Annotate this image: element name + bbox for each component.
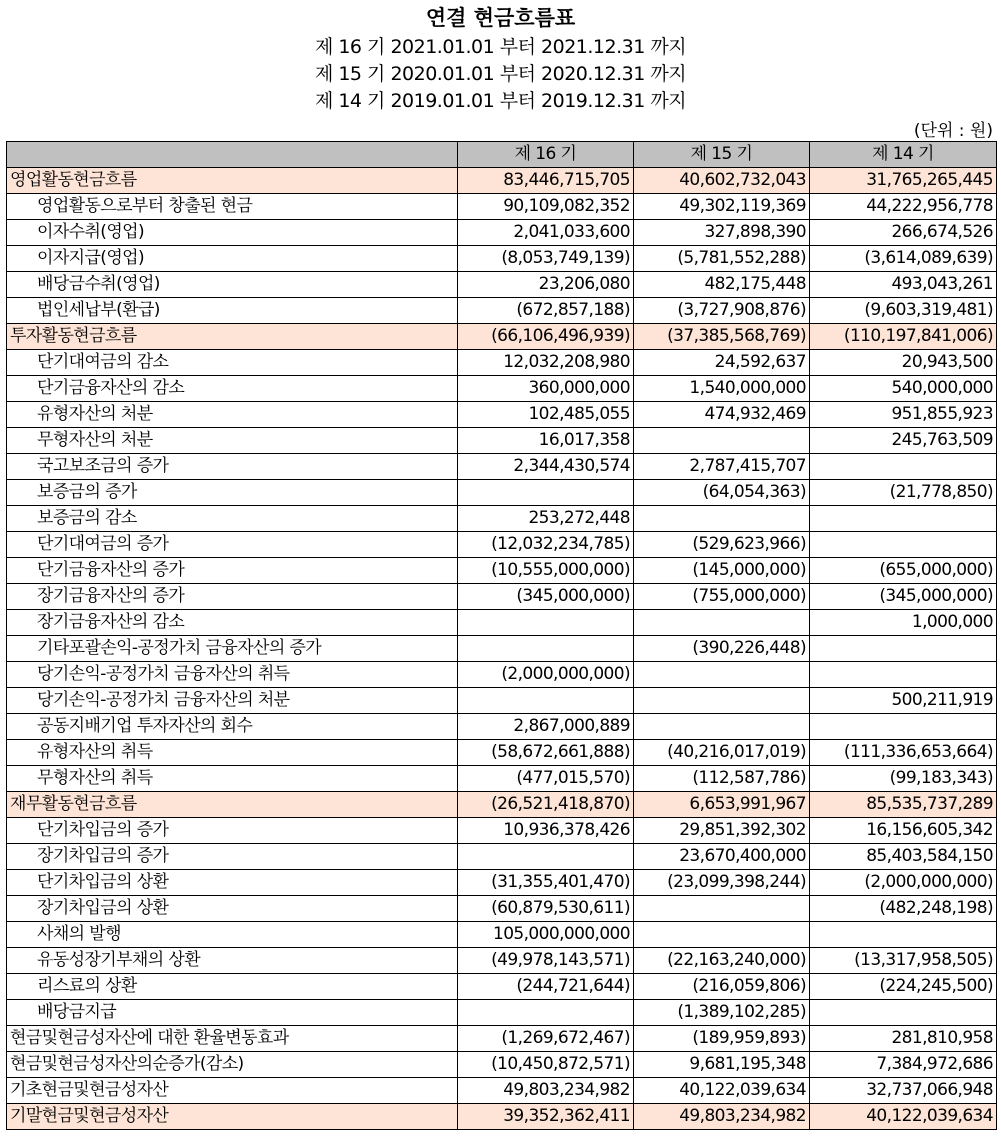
cash-flow-table bbox=[6, 141, 997, 1130]
row-label: 유형자산의 취득 bbox=[7, 740, 458, 766]
table-row bbox=[7, 818, 997, 844]
row-label: 이자지급(영업) bbox=[7, 246, 458, 272]
row-value-15: (37,385,568,769) bbox=[634, 324, 810, 350]
table-row-section bbox=[7, 324, 997, 350]
row-value-16 bbox=[458, 844, 634, 870]
table-row bbox=[7, 636, 997, 662]
row-label: 사채의 발행 bbox=[7, 922, 458, 948]
row-value-14: 1,000,000 bbox=[810, 610, 997, 636]
row-value-15: 49,302,119,369 bbox=[634, 194, 810, 220]
table-row bbox=[7, 194, 997, 220]
table-row bbox=[7, 922, 997, 948]
table-row bbox=[7, 246, 997, 272]
row-label: 이자수취(영업) bbox=[7, 220, 458, 246]
row-value-14 bbox=[810, 1000, 997, 1026]
row-label: 영업활동으로부터 창출된 현금 bbox=[7, 194, 458, 220]
row-value-14: 266,674,526 bbox=[810, 220, 997, 246]
row-label: 법인세납부(환급) bbox=[7, 298, 458, 324]
table-row bbox=[7, 272, 997, 298]
row-value-16: (66,106,496,939) bbox=[458, 324, 634, 350]
row-value-16: 16,017,358 bbox=[458, 428, 634, 454]
table-row bbox=[7, 948, 997, 974]
row-value-16: 39,352,362,411 bbox=[458, 1104, 634, 1130]
row-value-14: (111,336,653,664) bbox=[810, 740, 997, 766]
header-period-15: 제 15 기 bbox=[634, 142, 810, 168]
row-value-16: 102,485,055 bbox=[458, 402, 634, 428]
row-label: 공동지배기업 투자자산의 회수 bbox=[7, 714, 458, 740]
row-label: 단기대여금의 감소 bbox=[7, 350, 458, 376]
row-label: 유동성장기부채의 상환 bbox=[7, 948, 458, 974]
table-row-total bbox=[7, 1052, 997, 1078]
row-value-15 bbox=[634, 610, 810, 636]
row-value-15 bbox=[634, 428, 810, 454]
row-value-16: 2,867,000,889 bbox=[458, 714, 634, 740]
table-row bbox=[7, 558, 997, 584]
row-value-15: (529,623,966) bbox=[634, 532, 810, 558]
row-value-15 bbox=[634, 688, 810, 714]
table-row bbox=[7, 740, 997, 766]
row-value-14: (655,000,000) bbox=[810, 558, 997, 584]
document-title: 연결 현금흐름표 bbox=[425, 6, 576, 30]
row-label: 장기금융자산의 증가 bbox=[7, 584, 458, 610]
table-row bbox=[7, 766, 997, 792]
row-value-15: 1,540,000,000 bbox=[634, 376, 810, 402]
row-value-14: (224,245,500) bbox=[810, 974, 997, 1000]
table-row bbox=[7, 480, 997, 506]
row-value-14: (2,000,000,000) bbox=[810, 870, 997, 896]
table-row bbox=[7, 220, 997, 246]
row-value-16: 49,803,234,982 bbox=[458, 1078, 634, 1104]
row-value-14: 281,810,958 bbox=[810, 1026, 997, 1052]
row-label: 단기차입금의 증가 bbox=[7, 818, 458, 844]
row-value-15: 2,787,415,707 bbox=[634, 454, 810, 480]
row-value-16: 83,446,715,705 bbox=[458, 168, 634, 194]
row-value-15: (5,781,552,288) bbox=[634, 246, 810, 272]
row-value-16: 360,000,000 bbox=[458, 376, 634, 402]
table-row bbox=[7, 350, 997, 376]
row-value-16 bbox=[458, 636, 634, 662]
row-value-14: (482,248,198) bbox=[810, 896, 997, 922]
row-value-16: (477,015,570) bbox=[458, 766, 634, 792]
row-value-15: (145,000,000) bbox=[634, 558, 810, 584]
row-label: 장기차입금의 상환 bbox=[7, 896, 458, 922]
table-row bbox=[7, 870, 997, 896]
table-row bbox=[7, 1000, 997, 1026]
row-label: 보증금의 감소 bbox=[7, 506, 458, 532]
row-label: 리스료의 상환 bbox=[7, 974, 458, 1000]
table-row-section bbox=[7, 792, 997, 818]
row-label: 현금및현금성자산의순증가(감소) bbox=[7, 1052, 458, 1078]
row-value-14: (345,000,000) bbox=[810, 584, 997, 610]
period-line-15: 제 15 기 2020.01.01 부터 2020.12.31 까지 bbox=[314, 63, 687, 85]
row-label: 보증금의 증가 bbox=[7, 480, 458, 506]
row-value-16: (8,053,749,139) bbox=[458, 246, 634, 272]
table-row bbox=[7, 688, 997, 714]
row-value-14 bbox=[810, 532, 997, 558]
row-label: 단기대여금의 증가 bbox=[7, 532, 458, 558]
row-label: 재무활동현금흐름 bbox=[7, 792, 458, 818]
row-value-14: 493,043,261 bbox=[810, 272, 997, 298]
row-label: 단기차입금의 상환 bbox=[7, 870, 458, 896]
table-row bbox=[7, 532, 997, 558]
header-period-14: 제 14 기 bbox=[810, 142, 997, 168]
row-value-15: (1,389,102,285) bbox=[634, 1000, 810, 1026]
row-value-14: (110,197,841,006) bbox=[810, 324, 997, 350]
row-value-16: 253,272,448 bbox=[458, 506, 634, 532]
table-row bbox=[7, 376, 997, 402]
row-value-14: (99,183,343) bbox=[810, 766, 997, 792]
row-value-16: (244,721,644) bbox=[458, 974, 634, 1000]
row-value-14: 951,855,923 bbox=[810, 402, 997, 428]
row-value-16: (1,269,672,467) bbox=[458, 1026, 634, 1052]
row-label: 당기손익-공정가치 금융자산의 처분 bbox=[7, 688, 458, 714]
row-value-15: (23,099,398,244) bbox=[634, 870, 810, 896]
row-label: 기초현금및현금성자산 bbox=[7, 1078, 458, 1104]
row-value-16: (345,000,000) bbox=[458, 584, 634, 610]
table-row bbox=[7, 610, 997, 636]
row-value-14: 31,765,265,445 bbox=[810, 168, 997, 194]
row-value-16: 12,032,208,980 bbox=[458, 350, 634, 376]
table-row-section bbox=[7, 168, 997, 194]
row-value-16: (2,000,000,000) bbox=[458, 662, 634, 688]
table-row bbox=[7, 584, 997, 610]
row-value-15: 23,670,400,000 bbox=[634, 844, 810, 870]
table-row bbox=[7, 298, 997, 324]
table-row bbox=[7, 844, 997, 870]
table-row bbox=[7, 974, 997, 1000]
row-value-16: (672,857,188) bbox=[458, 298, 634, 324]
table-row bbox=[7, 662, 997, 688]
row-label: 당기손익-공정가치 금융자산의 취득 bbox=[7, 662, 458, 688]
row-value-16: (10,450,872,571) bbox=[458, 1052, 634, 1078]
row-value-15: (40,216,017,019) bbox=[634, 740, 810, 766]
row-value-15 bbox=[634, 506, 810, 532]
row-value-14: 20,943,500 bbox=[810, 350, 997, 376]
row-label: 장기차입금의 증가 bbox=[7, 844, 458, 870]
table-row bbox=[7, 896, 997, 922]
row-value-16 bbox=[458, 1000, 634, 1026]
row-label: 무형자산의 취득 bbox=[7, 766, 458, 792]
table-header-row bbox=[7, 142, 997, 168]
row-value-15 bbox=[634, 662, 810, 688]
row-label: 현금및현금성자산에 대한 환율변동효과 bbox=[7, 1026, 458, 1052]
row-value-16: 2,344,430,574 bbox=[458, 454, 634, 480]
row-value-14: (3,614,089,639) bbox=[810, 246, 997, 272]
row-value-14: (21,778,850) bbox=[810, 480, 997, 506]
row-value-16 bbox=[458, 688, 634, 714]
row-value-14: 85,403,584,150 bbox=[810, 844, 997, 870]
table-row-hl bbox=[7, 1104, 997, 1130]
row-value-15: 29,851,392,302 bbox=[634, 818, 810, 844]
row-value-16: (26,521,418,870) bbox=[458, 792, 634, 818]
table-row bbox=[7, 714, 997, 740]
row-label: 영업활동현금흐름 bbox=[7, 168, 458, 194]
row-value-16: (49,978,143,571) bbox=[458, 948, 634, 974]
row-value-15: 24,592,637 bbox=[634, 350, 810, 376]
row-value-16: (60,879,530,611) bbox=[458, 896, 634, 922]
row-value-15 bbox=[634, 922, 810, 948]
table-row bbox=[7, 454, 997, 480]
row-value-14: (9,603,319,481) bbox=[810, 298, 997, 324]
table-row bbox=[7, 428, 997, 454]
row-value-14: 85,535,737,289 bbox=[810, 792, 997, 818]
row-label: 배당금수취(영업) bbox=[7, 272, 458, 298]
row-label: 기말현금및현금성자산 bbox=[7, 1104, 458, 1130]
row-label: 기타포괄손익-공정가치 금융자산의 증가 bbox=[7, 636, 458, 662]
row-value-15: (189,959,893) bbox=[634, 1026, 810, 1052]
row-value-16: (10,555,000,000) bbox=[458, 558, 634, 584]
row-value-14: 500,211,919 bbox=[810, 688, 997, 714]
row-label: 유형자산의 처분 bbox=[7, 402, 458, 428]
row-value-15: (22,163,240,000) bbox=[634, 948, 810, 974]
row-value-14: 16,156,605,342 bbox=[810, 818, 997, 844]
row-value-15: (390,226,448) bbox=[634, 636, 810, 662]
row-value-14: 32,737,066,948 bbox=[810, 1078, 997, 1104]
row-value-14 bbox=[810, 714, 997, 740]
row-value-14: 44,222,956,778 bbox=[810, 194, 997, 220]
row-value-16 bbox=[458, 610, 634, 636]
row-value-16: 105,000,000,000 bbox=[458, 922, 634, 948]
row-value-14 bbox=[810, 636, 997, 662]
row-value-14: 40,122,039,634 bbox=[810, 1104, 997, 1130]
row-value-15: 482,175,448 bbox=[634, 272, 810, 298]
row-value-16: (31,355,401,470) bbox=[458, 870, 634, 896]
row-label: 단기금융자산의 증가 bbox=[7, 558, 458, 584]
row-value-15: (64,054,363) bbox=[634, 480, 810, 506]
row-value-14 bbox=[810, 454, 997, 480]
unit-label: (단위 : 원) bbox=[913, 121, 993, 141]
row-value-15: (216,059,806) bbox=[634, 974, 810, 1000]
row-value-16: 23,206,080 bbox=[458, 272, 634, 298]
row-value-16: (58,672,661,888) bbox=[458, 740, 634, 766]
row-value-16: (12,032,234,785) bbox=[458, 532, 634, 558]
row-value-15: (112,587,786) bbox=[634, 766, 810, 792]
row-value-14: 540,000,000 bbox=[810, 376, 997, 402]
row-value-14: 7,384,972,686 bbox=[810, 1052, 997, 1078]
row-value-16 bbox=[458, 480, 634, 506]
row-value-14 bbox=[810, 506, 997, 532]
row-value-14: (13,317,958,505) bbox=[810, 948, 997, 974]
row-value-15 bbox=[634, 714, 810, 740]
row-value-15: 6,653,991,967 bbox=[634, 792, 810, 818]
row-label: 국고보조금의 증가 bbox=[7, 454, 458, 480]
row-value-14 bbox=[810, 662, 997, 688]
row-value-16: 90,109,082,352 bbox=[458, 194, 634, 220]
table-row bbox=[7, 506, 997, 532]
table-row-total bbox=[7, 1078, 997, 1104]
row-label: 단기금융자산의 감소 bbox=[7, 376, 458, 402]
header-account bbox=[7, 142, 458, 168]
row-value-16: 2,041,033,600 bbox=[458, 220, 634, 246]
row-label: 투자활동현금흐름 bbox=[7, 324, 458, 350]
header-period-16: 제 16 기 bbox=[458, 142, 634, 168]
row-label: 장기금융자산의 감소 bbox=[7, 610, 458, 636]
row-value-15 bbox=[634, 896, 810, 922]
row-value-15: 9,681,195,348 bbox=[634, 1052, 810, 1078]
row-value-14 bbox=[810, 922, 997, 948]
row-value-15: (3,727,908,876) bbox=[634, 298, 810, 324]
row-value-15: 40,122,039,634 bbox=[634, 1078, 810, 1104]
row-value-15: 40,602,732,043 bbox=[634, 168, 810, 194]
row-value-14: 245,763,509 bbox=[810, 428, 997, 454]
period-line-16: 제 16 기 2021.01.01 부터 2021.12.31 까지 bbox=[314, 36, 687, 58]
table-row-total bbox=[7, 1026, 997, 1052]
row-value-15: 49,803,234,982 bbox=[634, 1104, 810, 1130]
table-row bbox=[7, 402, 997, 428]
row-value-15: 474,932,469 bbox=[634, 402, 810, 428]
row-value-15: 327,898,390 bbox=[634, 220, 810, 246]
row-label: 배당금지급 bbox=[7, 1000, 458, 1026]
table-body bbox=[7, 168, 997, 1130]
row-value-15: (755,000,000) bbox=[634, 584, 810, 610]
period-line-14: 제 14 기 2019.01.01 부터 2019.12.31 까지 bbox=[314, 90, 687, 112]
row-label: 무형자산의 처분 bbox=[7, 428, 458, 454]
row-value-16: 10,936,378,426 bbox=[458, 818, 634, 844]
